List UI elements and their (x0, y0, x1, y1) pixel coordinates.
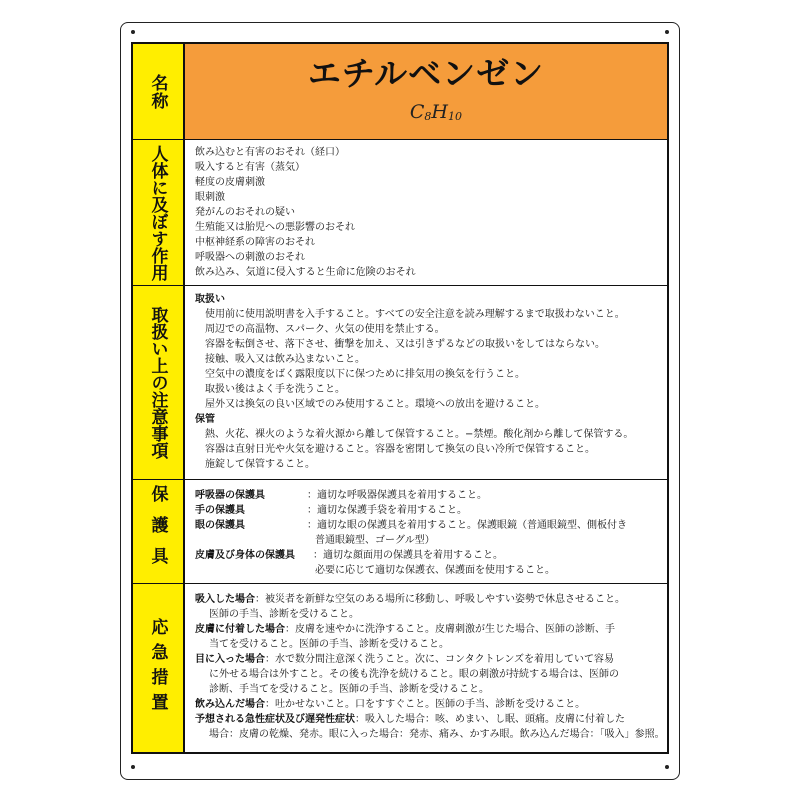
protection-item-cont: 必要に応じて適切な保護衣、保護面を使用すること。 (315, 565, 555, 576)
handling-label: 取扱い上の注意事項 (147, 306, 168, 459)
effect-item: 生殖能又は胎児への悪影響のおそれ (195, 222, 355, 233)
handling-row (133, 286, 667, 480)
emergency-item: 皮膚に付着した場合：皮膚を速やかに洗浄すること。皮膚刺激が生じた場合、医師の診断、手 (195, 624, 615, 635)
handling-item: 屋外又は換気の良い区域でのみ使用すること。環境への放出を避けること。 (205, 399, 545, 410)
storage-item: 熱、火花、裸火のような着火源から離して保管すること。−禁煙。酸化剤から離して保管する。 (205, 429, 634, 440)
effects-label: 人体に及ぼす作用 (147, 144, 168, 281)
protection-row (133, 480, 667, 584)
emergency-item-cont: 当てを受けること。医師の手当、診断を受けること。 (209, 639, 449, 650)
emergency-row (133, 584, 667, 752)
emergency-content (185, 584, 667, 752)
storage-item: 容器は直射日光や火気を避けること。容器を密閉して換気の良い冷所で保管すること。 (205, 444, 595, 455)
handling-item: 取扱い後はよく手を洗うこと。 (205, 384, 345, 395)
effects-content (185, 140, 667, 285)
name-label-cell (133, 44, 185, 139)
protection-item: 眼の保護具 ：適切な眼の保護具を着用すること。保護眼鏡（普通眼鏡型、側板付き (195, 520, 627, 531)
handling-item: 空気中の濃度をばく露限度以下に保つために排気用の換気を行うこと。 (205, 369, 525, 380)
safety-table (131, 42, 669, 754)
handling-content (185, 286, 667, 479)
protection-item-cont: 普通眼鏡型、ゴーグル型） (315, 535, 435, 546)
emergency-item-cont: に外せる場合は外すこと。その後も洗浄を続けること。眼の刺激が持続する場合は、医師の (209, 669, 619, 680)
effect-item: 眼刺激 (195, 192, 225, 203)
handling-item: 周辺での高温物、スパーク、火気の使用を禁止する。 (205, 324, 445, 335)
handling-heading: 取扱い (195, 294, 225, 305)
emergency-label: 応急措置 (147, 618, 168, 718)
effect-item: 中枢神経系の障害のおそれ (195, 237, 315, 248)
protection-item: 呼吸器の保護具 ：適切な呼吸器保護具を着用すること。 (195, 490, 487, 501)
emergency-item: 目に入った場合：水で数分間注意深く洗うこと。次に、コンタクトレンズを着用していて容易 (195, 654, 615, 665)
mount-hole-bottom-left (131, 765, 135, 769)
effect-item: 呼吸器への刺激のおそれ (195, 252, 305, 263)
protection-label-cell (133, 480, 185, 583)
storage-item: 施錠して保管すること。 (205, 459, 315, 470)
effect-item: 飲み込むと有害のおそれ（経口） (195, 147, 345, 158)
protection-content (185, 480, 667, 583)
mount-hole-top-left (131, 30, 135, 34)
effect-item: 飲み込み、気道に侵入すると生命に危険のおそれ (195, 267, 416, 278)
handling-item: 使用前に使用説明書を入手すること。すべての安全注意を読み理解するまで取扱わないこと。 (205, 309, 625, 320)
name-row (133, 44, 667, 140)
emergency-item-cont: 診断、手当てを受けること。医師の手当、診断を受けること。 (209, 684, 489, 695)
name-label: 名称 (147, 73, 168, 110)
mount-hole-top-right (665, 30, 669, 34)
chemical-name: エチルベンゼン (307, 54, 545, 93)
emergency-item-cont: 場合：皮膚の乾燥、発赤。眼に入った場合：発赤、痛み、かすみ眼。飲み込んだ場合：「吸入」参照。 (209, 729, 665, 740)
emergency-item: 予想される急性症状及び遅発性症状：吸入した場合：咳、めまい、し眠、頭痛。皮膚に付着した (195, 714, 625, 725)
mount-hole-bottom-right (665, 765, 669, 769)
title-cell (185, 44, 667, 139)
protection-label: 保護具 (147, 485, 168, 578)
effect-item: 軽度の皮膚刺激 (195, 177, 265, 188)
effect-item: 吸入すると有害（蒸気） (195, 162, 305, 173)
emergency-item-cont: 医師の手当、診断を受けること。 (209, 609, 359, 620)
effects-row (133, 140, 667, 286)
effects-label-cell (133, 140, 185, 285)
emergency-item: 吸入した場合：被災者を新鮮な空気のある場所に移動し、呼吸しやすい姿勢で休息させること。 (195, 594, 625, 605)
chemical-formula: $C_8H_{10}$ (409, 101, 462, 123)
effect-item: 発がんのおそれの疑い (195, 207, 295, 218)
emergency-item: 飲み込んだ場合：吐かせないこと。口をすすぐこと。医師の手当、診断を受けること。 (195, 699, 586, 710)
handling-item: 接触、吸入又は飲み込まないこと。 (205, 354, 365, 365)
protection-item: 手の保護具 ：適切な保護手袋を着用すること。 (195, 505, 467, 516)
protection-item: 皮膚及び身体の保護具 ：適切な顔面用の保護具を着用すること。 (195, 550, 503, 561)
storage-heading: 保管 (195, 414, 215, 425)
handling-item: 容器を転倒させ、落下させ、衝撃を加え、又は引きずるなどの取扱いをしてはならない。 (205, 339, 605, 350)
handling-label-cell (133, 286, 185, 479)
emergency-label-cell (133, 584, 185, 752)
